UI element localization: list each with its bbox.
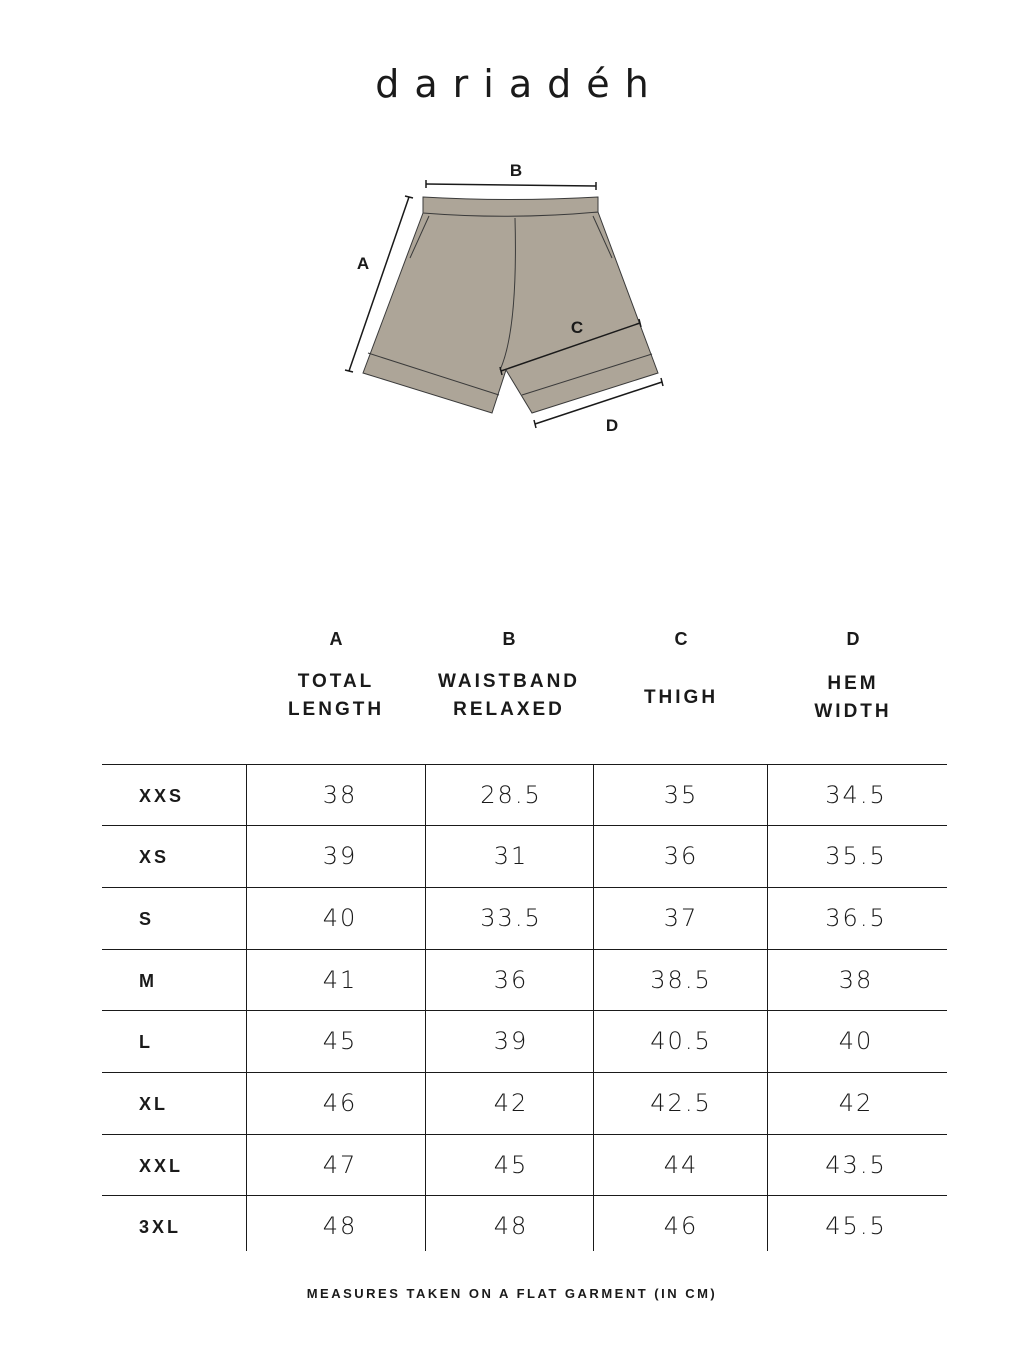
label-c: C [570,318,584,337]
row-divider [102,1195,947,1196]
label-d: D [605,416,619,435]
col-letter-c: C [674,629,688,649]
cell-value: 40 [838,1027,874,1055]
row-divider [102,1134,947,1135]
col-header-a [246,668,426,724]
size-label: L [139,1032,153,1052]
size-label: S [139,909,155,929]
cell-value: 28.5 [480,781,542,809]
col-header-d [763,670,943,726]
size-label: 3XL [139,1217,182,1237]
row-divider [102,764,947,765]
cell-value: 34.5 [825,781,887,809]
cell-value: 45 [493,1151,529,1179]
shorts-illustration [363,197,658,413]
cell-value: 41 [322,966,358,994]
cell-value: 39 [322,842,358,870]
cell-value: 39 [493,1027,529,1055]
size-label: XL [139,1094,169,1114]
header-line: RELAXED [453,699,565,720]
column-divider [425,764,426,1251]
cell-value: 47 [322,1151,358,1179]
cell-value: 36 [493,966,529,994]
shorts-diagram [0,0,1024,460]
cell-value: 38 [322,781,358,809]
cell-value: 35.5 [825,842,887,870]
column-divider [246,764,247,1251]
cell-value: 40.5 [650,1027,712,1055]
cell-value: 38 [838,966,874,994]
row-divider [102,1010,947,1011]
size-label: XXS [139,786,185,806]
col-header-c [591,684,771,712]
col-header-b [419,668,599,724]
cell-value: 46 [663,1212,699,1240]
cell-value: 48 [493,1212,529,1240]
column-divider [767,764,768,1251]
column-divider [593,764,594,1251]
row-divider [102,887,947,888]
cell-value: 37 [663,904,699,932]
cell-value: 43.5 [825,1151,887,1179]
label-a: A [356,254,370,273]
cell-value: 45.5 [825,1212,887,1240]
row-divider [102,825,947,826]
size-label: M [139,971,157,991]
row-divider [102,949,947,950]
header-line: WIDTH [814,701,892,722]
cell-value: 35 [663,781,699,809]
header-line: LENGTH [287,699,385,720]
cell-value: 42 [493,1089,529,1117]
header-line: THIGH [643,687,719,708]
footer-note: MEASURES TAKEN ON A FLAT GARMENT (IN CM) [306,1286,718,1301]
cell-value: 48 [322,1212,358,1240]
cell-value: 40 [322,904,358,932]
cell-value: 31 [493,842,529,870]
brand-logo: dariadéh [375,62,664,106]
header-line: HEM [827,673,879,694]
header-line: TOTAL [297,671,375,692]
col-letter-a: A [329,629,343,649]
cell-value: 33.5 [480,904,542,932]
cell-value: 36 [663,842,699,870]
size-label: XXL [139,1156,184,1176]
row-divider [102,1072,947,1073]
col-letter-b: B [502,629,516,649]
size-label: XS [139,847,170,867]
cell-value: 42 [838,1089,874,1117]
cell-value: 46 [322,1089,358,1117]
cell-value: 42.5 [650,1089,712,1117]
col-letter-d: D [846,629,860,649]
header-line: WAISTBAND [437,671,581,692]
cell-value: 45 [322,1027,358,1055]
cell-value: 36.5 [825,904,887,932]
label-b: B [509,161,523,180]
cell-value: 44 [663,1151,699,1179]
cell-value: 38.5 [650,966,712,994]
